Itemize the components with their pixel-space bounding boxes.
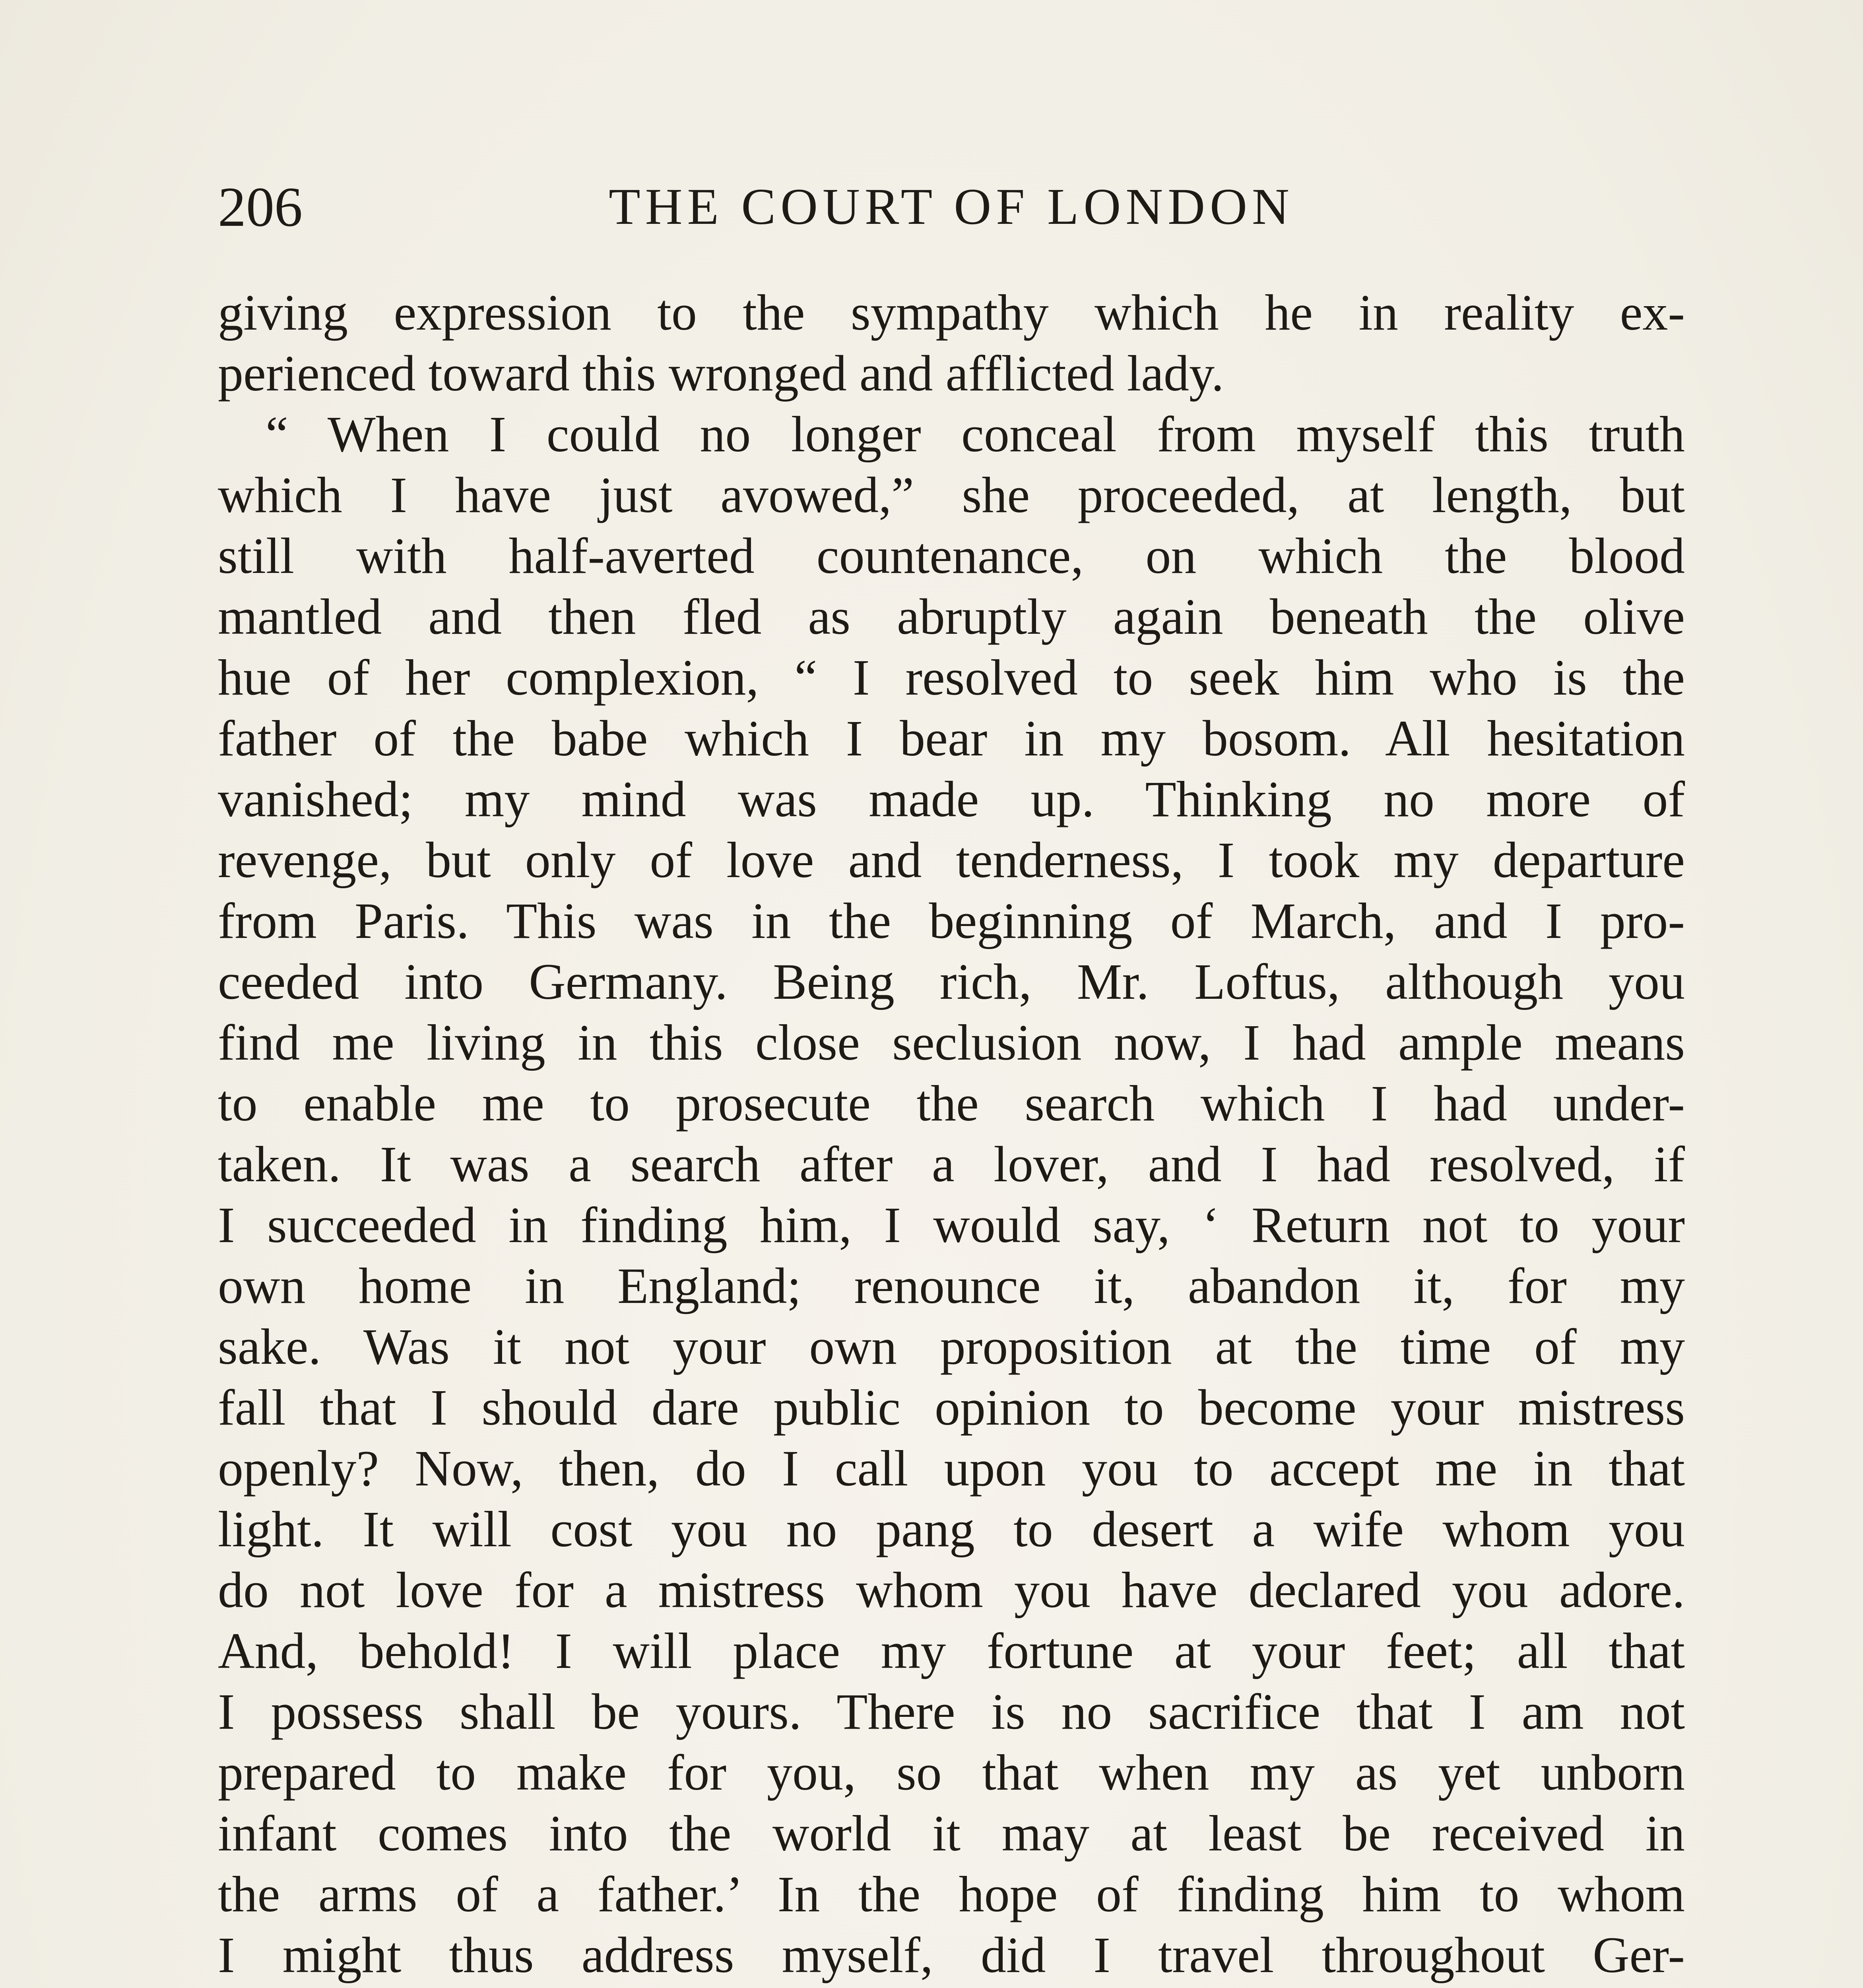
text-line: still with half-averted countenance, on which the blood [218, 528, 1685, 584]
text-line: ceeded into Germany. Being rich, Mr. Loftus, although you [218, 953, 1685, 1010]
text-line: do not love for a mistress whom you have declared you adore. [218, 1562, 1685, 1618]
text-line: own home in England; renounce it, abandon it, for my [218, 1258, 1685, 1314]
text-line: fall that I should dare public opinion to become your mistress [218, 1379, 1685, 1436]
text-line: the arms of a father.’ In the hope of finding him to whom [218, 1866, 1685, 1922]
page-number: 206 [218, 175, 303, 238]
text-line: revenge, but only of love and tenderness, I took my departure [218, 832, 1685, 888]
running-head [218, 171, 1685, 243]
text-line: giving expression to the sympathy which he in reality ex- [218, 284, 1685, 341]
text-line: hue of her complexion, “ I resolved to seek him who is the [218, 649, 1685, 706]
text-line: “ When I could no longer conceal from myself this truth [266, 406, 1685, 462]
text-line: father of the babe which I bear in my bosom. All hesitation [218, 710, 1685, 767]
text-line: prepared to make for you, so that when my as yet unborn [218, 1744, 1685, 1801]
text-line: I succeeded in finding him, I would say, ‘ Return not to your [218, 1197, 1685, 1253]
text-line: perienced toward this wronged and afflicted lady. [218, 345, 1224, 402]
text-line: mantled and then fled as abruptly again beneath the olive [218, 588, 1685, 645]
text-line: light. It will cost you no pang to desert a wife whom you [218, 1501, 1685, 1557]
text-line: sake. Was it not your own proposition at the time of my [218, 1318, 1685, 1375]
text-line: infant comes into the world it may at least be received in [218, 1805, 1685, 1862]
text-line: And, behold! I will place my fortune at your feet; all that [218, 1623, 1685, 1679]
text-line: openly? Now, then, do I call upon you to accept me in that [218, 1440, 1685, 1497]
running-title: THE COURT OF LONDON [609, 178, 1294, 235]
text-line: to enable me to prosecute the search which I had under- [218, 1075, 1685, 1132]
text-line: taken. It was a search after a lover, and I had resolved, if [218, 1136, 1685, 1192]
text-line: which I have just avowed,” she proceeded, at length, but [218, 467, 1685, 523]
text-line: from Paris. This was in the beginning of March, and I pro- [218, 893, 1685, 949]
text-line: I might thus address myself, did I travel throughout Ger- [218, 1927, 1685, 1983]
text-line: I possess shall be yours. There is no sacrifice that I am not [218, 1683, 1685, 1740]
text-line: vanished; my mind was made up. Thinking no more of [218, 771, 1685, 827]
text-line [218, 1986, 1685, 1988]
body-text [218, 282, 1685, 1988]
text-line: find me living in this close seclusion now, I had ample means [218, 1014, 1685, 1071]
